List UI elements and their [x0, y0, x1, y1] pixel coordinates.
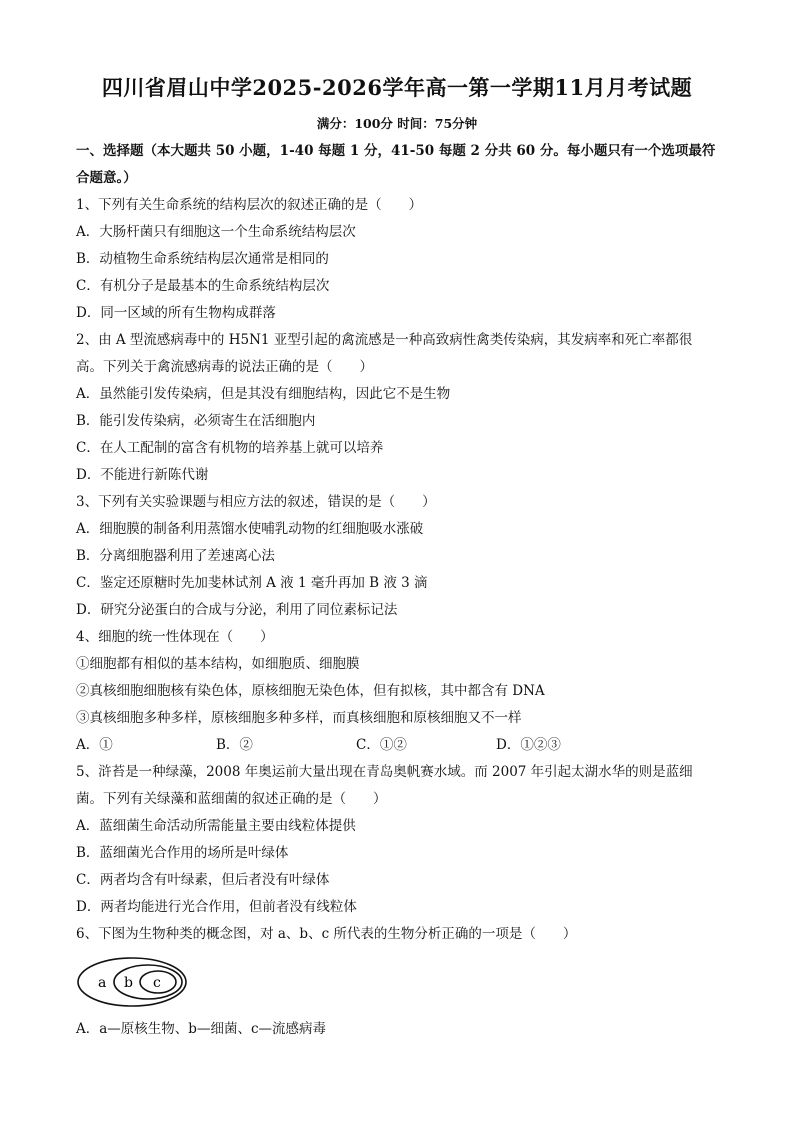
question-2-stem: 2、由 A 型流感病毒中的 H5N1 亚型引起的禽流感是一种高致病性禽类传染病，其发病率和死亡率都很高。下列关于禽流感病毒的说法正确的是（ ） [76, 332, 693, 375]
question-5-option-d: D．两者均能进行光合作用，但前者没有线粒体 [76, 899, 357, 915]
question-4-statement-2: ②真核细胞细胞核有染色体，原核细胞无染色体，但有拟核，其中都含有 DNA [76, 683, 545, 699]
question-1-option-a: A．大肠杆菌只有细胞这一个生命系统结构层次 [76, 224, 356, 240]
question-5-option-a: A．蓝细菌生命活动所需能量主要由线粒体提供 [76, 818, 356, 834]
question-2-option-a: A．虽然能引发传染病，但是其没有细胞结构，因此它不是生物 [76, 386, 451, 402]
question-4-choice-a: A．① [76, 737, 113, 753]
label-c: c [153, 975, 161, 991]
question-5-option-c: C．两者均含有叶绿素，但后者没有叶绿体 [76, 872, 330, 888]
page-title: 四川省眉山中学2025-2026学年高一第一学期11月月考试题 [101, 75, 693, 100]
question-4-stem: 4、细胞的统一性体现在（ ） [76, 629, 274, 645]
nested-ellipses-diagram [76, 954, 196, 1010]
question-2-option-d: D．不能进行新陈代谢 [76, 467, 209, 483]
section-heading: 一、选择题（本大题共 50 小题，1-40 每题 1 分，41-50 每题 2 分共 60 分。每小题只有一个选项最符合题意。） [76, 143, 716, 186]
question-1-option-b: B．动植物生命系统结构层次通常是相同的 [76, 251, 329, 267]
question-5-option-b: B．蓝细菌光合作用的场所是叶绿体 [76, 845, 289, 861]
concept-diagram [76, 954, 716, 1010]
question-3-option-b: B．分离细胞器利用了差速离心法 [76, 548, 275, 564]
question-4-choices [76, 732, 716, 759]
exam-content [76, 138, 716, 1043]
question-3-option-a: A．细胞膜的制备利用蒸馏水使哺乳动物的红细胞吸水涨破 [76, 521, 424, 537]
question-3-option-d: D．研究分泌蛋白的合成与分泌，利用了同位素标记法 [76, 602, 398, 618]
question-1-option-c: C．有机分子是最基本的生命系统结构层次 [76, 278, 330, 294]
question-3-option-c: C．鉴定还原糖时先加斐林试剂 A 液 1 毫升再加 B 液 3 滴 [76, 575, 428, 591]
question-3-stem: 3、下列有关实验课题与相应方法的叙述，错误的是（ ） [76, 494, 436, 510]
question-4-statement-1: ①细胞都有相似的基本结构，如细胞质、细胞膜 [76, 656, 360, 672]
label-a: a [98, 975, 107, 991]
question-4-choice-d: D．①②③ [496, 737, 561, 753]
question-1-option-d: D．同一区域的所有生物构成群落 [76, 305, 276, 321]
label-b: b [124, 975, 133, 991]
question-6-stem: 6、下图为生物种类的概念图，对 a、b、c 所代表的生物分析正确的一项是（ ） [76, 926, 577, 942]
question-6-option-a: A．a—原核生物、b—细菌、c—流感病毒 [76, 1021, 327, 1037]
score-time-info: 满分：100分 时间：75分钟 [316, 116, 478, 131]
question-1-stem: 1、下列有关生命系统的结构层次的叙述正确的是（ ） [76, 197, 423, 213]
question-2-option-b: B．能引发传染病，必须寄生在活细胞内 [76, 413, 316, 429]
question-4-choice-c: C．①② [356, 737, 407, 753]
question-4-choice-b: B．② [216, 737, 253, 753]
question-4-statement-3: ③真核细胞多种多样，原核细胞多种多样，而真核细胞和原核细胞又不一样 [76, 710, 522, 726]
question-2-option-c: C．在人工配制的富含有机物的培养基上就可以培养 [76, 440, 384, 456]
question-5-stem: 5、浒苔是一种绿藻，2008 年奥运前大量出现在青岛奥帆赛水域。而 2007 年引起太湖水华的则是蓝细菌。下列有关绿藻和蓝细菌的叙述正确的是（ ） [76, 764, 693, 807]
